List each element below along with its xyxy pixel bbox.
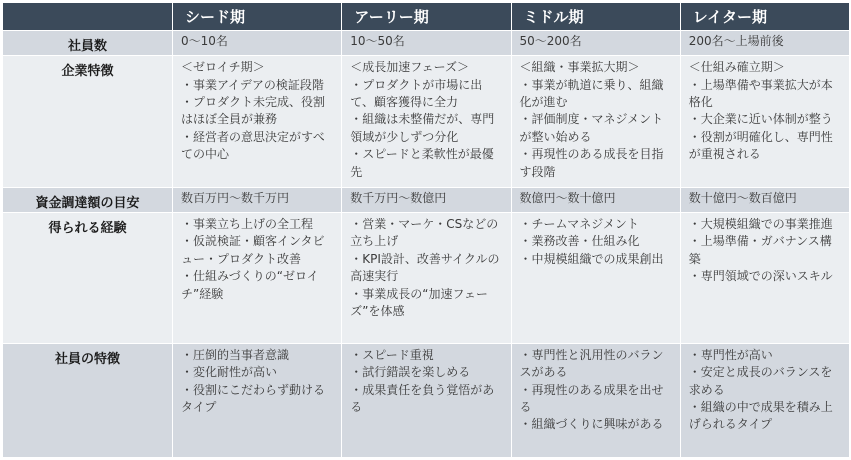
cell-experience-early: ・営業・マーケ・CSなどの立ち上げ ・KPI設計、改善サイクルの高速実行 ・事業成長の“加速フェーズ”を体感 [342,213,511,344]
cell-employee-traits-seed: ・圧倒的当事者意識 ・変化耐性が高い ・役割にこだわらず動けるタイプ [173,343,342,457]
cell-experience-middle: ・チームマネジメント ・業務改善・仕組み化 ・中規模組織での成果創出 [511,213,680,344]
cell-employee-traits-middle: ・専門性と汎用性のバランスがある ・再現性のある成果を出せる ・組織づくりに興味がある [511,343,680,457]
row-employee-traits [3,343,850,457]
cell-funding-amount-middle: 数億円〜数十億円 [511,187,680,212]
row-employee-count [3,31,850,56]
cell-employee-traits-early: ・スピード重視 ・試行錯誤を楽しめる ・成果責任を負う覚悟がある [342,343,511,457]
row-label-company-features: 企業特徴 [3,56,173,188]
header-corner [3,3,173,31]
cell-employee-count-seed: 0〜10名 [173,31,342,56]
row-label-experience: 得られる経験 [3,213,173,344]
stage-header-seed: シード期 [173,3,342,31]
row-label-funding-amount: 資金調達額の目安 [3,187,173,212]
cell-employee-count-later: 200名〜上場前後 [680,31,849,56]
row-label-employee-count: 社員数 [3,31,173,56]
row-experience [3,213,850,344]
cell-employee-traits-later: ・専門性が高い ・安定と成長のバランスを求める ・組織の中で成果を積み上げられるタイプ [680,343,849,457]
stage-header-early: アーリー期 [342,3,511,31]
row-company-features [3,56,850,188]
cell-funding-amount-later: 数十億円〜数百億円 [680,187,849,212]
startup-stage-comparison-table [2,2,850,458]
cell-funding-amount-seed: 数百万円〜数千万円 [173,187,342,212]
row-label-employee-traits: 社員の特徴 [3,343,173,457]
cell-company-features-later: ＜仕組み確立期＞ ・上場準備や事業拡大が本格化 ・大企業に近い体制が整う ・役割が明確化し、専門性が重視される [680,56,849,188]
stage-header-later: レイター期 [680,3,849,31]
cell-company-features-seed: ＜ゼロイチ期＞ ・事業アイデアの検証段階 ・プロダクト未完成、役割はほぼ全員が兼務 ・経営者の意思決定がすべての中心 [173,56,342,188]
header-row [3,3,850,31]
row-funding-amount [3,187,850,212]
cell-company-features-middle: ＜組織・事業拡大期＞ ・事業が軌道に乗り、組織化が進む ・評価制度・マネジメントが整い始める ・再現性のある成長を目指す段階 [511,56,680,188]
cell-funding-amount-early: 数千万円〜数億円 [342,187,511,212]
cell-experience-seed: ・事業立ち上げの全工程 ・仮説検証・顧客インタビュー・プロダクト改善 ・仕組みづくりの“ゼロイチ”経験 [173,213,342,344]
cell-employee-count-middle: 50〜200名 [511,31,680,56]
stage-header-middle: ミドル期 [511,3,680,31]
cell-employee-count-early: 10〜50名 [342,31,511,56]
cell-experience-later: ・大規模組織での事業推進 ・上場準備・ガバナンス構築 ・専門領域での深いスキル [680,213,849,344]
cell-company-features-early: ＜成長加速フェーズ＞ ・プロダクトが市場に出て、顧客獲得に全力 ・組織は未整備だが、専門領域が少しずつ分化 ・スピードと柔軟性が最優先 [342,56,511,188]
